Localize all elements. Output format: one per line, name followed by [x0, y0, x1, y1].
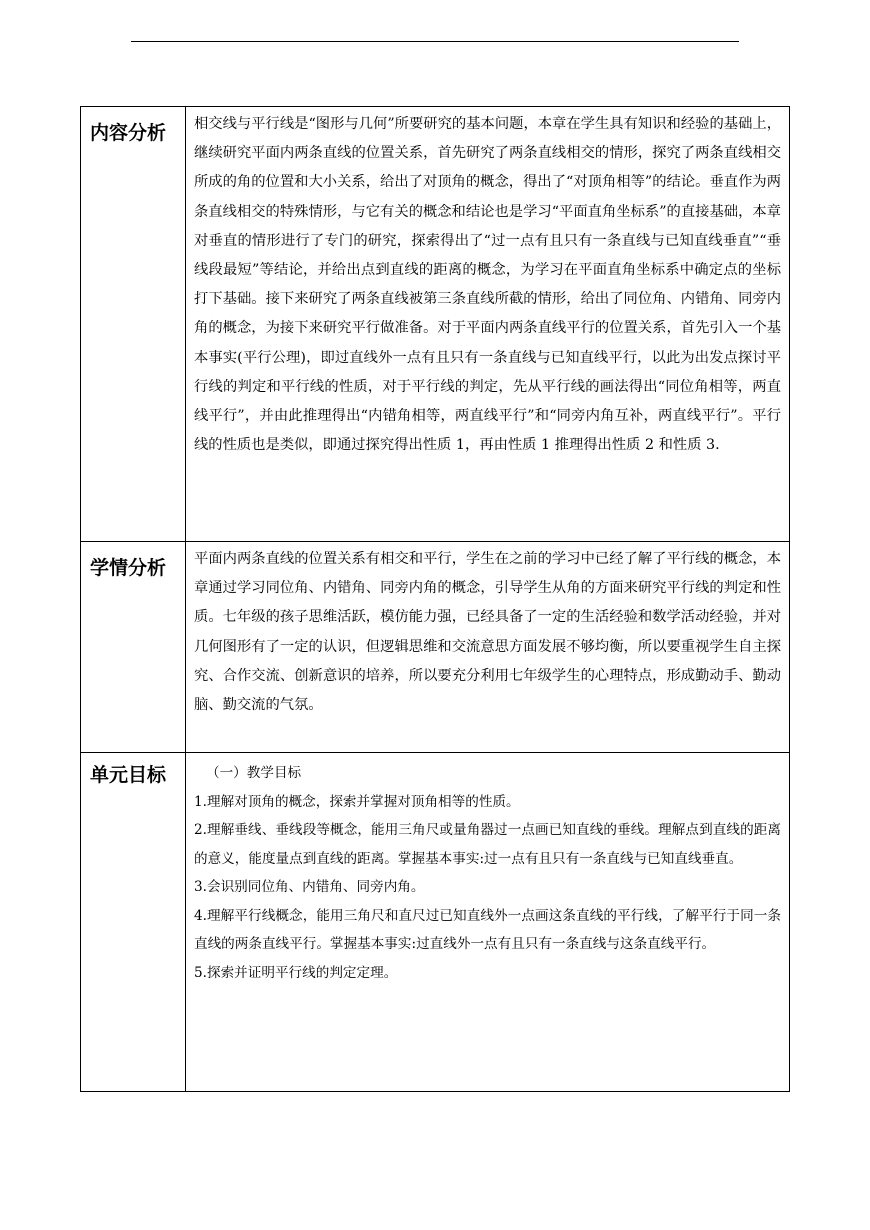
student-analysis-row [81, 542, 790, 753]
unit-goals-label: 单元目标 [90, 764, 167, 786]
lesson-plan-table [80, 106, 790, 1092]
student-analysis-label-cell [81, 542, 186, 753]
goal-item-5: 5.探索并证明平行线的判定定理。 [194, 964, 398, 981]
header-rule [131, 41, 739, 42]
content-analysis-label: 内容分析 [90, 122, 167, 144]
unit-goals-row [81, 753, 790, 1092]
goal-item-1: 1.理解对顶角的概念，探索并掌握对顶角相等的性质。 [194, 793, 520, 810]
goal-item-2: 2.理解垂线、垂线段等概念，能用三角尺或量角器过一点画已知直线的垂线。理解点到直线的距离的意义，能度量点到直线的距离。掌握基本事实:过一点有且只有一条直线与已知直线垂直。 [194, 822, 781, 867]
content-analysis-cell [186, 107, 790, 542]
goal-item-3: 3.会识别同位角、内错角、同旁内角。 [194, 879, 425, 895]
content-analysis-label-cell [81, 107, 186, 542]
student-analysis-cell [186, 542, 790, 753]
unit-goals-list [186, 753, 789, 1091]
goal-item-4: 4.理解平行线概念，能用三角尺和直尺过已知直线外一点画这条直线的平行线，了解平行于同一条直线的两条直线平行。掌握基本事实:过直线外一点有且只有一条直线与这条直线平行。 [194, 907, 781, 952]
unit-goals-heading: （一）教学目标 [206, 765, 302, 781]
unit-goals-cell [186, 753, 790, 1092]
content-analysis-text: 相交线与平行线是“图形与几何”所要研究的基本问题，本章在学生具有知识和经验的基础上，继续研究平面内两条直线的位置关系，首先研究了两条直线相交的情形，探究了两条直线相交所成的角的位置和大小关系，给出了对顶角的概念，得出了“对顶角相等”的结论。垂直作为两条直线相交的特殊情形，与它有关的概念和结论也是学习“平面直角坐标系”的直接基础，本章对垂直的情形进行了专门的研究，探索得出了“过一点有且只有一条直线与已知直线垂直”“垂线段最短”等结论，并给出点到直线的距离的概念，为学习在平面直角坐标系中确定点的坐标打下基础。接下来研究了两条直线被第三条直线所截的情形，给出了同位角、内错角、同旁内角的概念，为接下来研究平行做准备。对于平面内两条直线平行的位置关系，首先引入一个基本事实(平行公理)，即过直线外一点有且只有一条直线与已知直线平行，以此为出发点探讨平行线的判定和平行线的性质，对于平行线的判定，先从平行线的画法得出“同位角相等，两直线平行”，并由此推理得出“内错角相等，两直线平行”和“同旁内角互补，两直线平行”。平行线的性质也是类似，即通过探究得出性质 1，再由性质 1 推理得出性质 2 和性质 3. [194, 116, 781, 454]
unit-goals-label-cell [81, 753, 186, 1092]
content-analysis-row [81, 107, 790, 542]
student-analysis-label: 学情分析 [90, 557, 167, 579]
student-analysis-text: 平面内两条直线的位置关系有相交和平行，学生在之前的学习中已经了解了平行线的概念，本章通过学习同位角、内错角、同旁内角的概念，引导学生从角的方面来研究平行线的判定和性质。七年级的孩子思维活跃，模仿能力强，已经具备了一定的生活经验和数学活动经验，并对几何图形有了一定的认识，但逻辑思维和交流意思方面发展不够均衡，所以要重视学生自主探究、合作交流、创新意识的培养，所以要充分利用七年级学生的心理特点，形成勤动手、勤动脑、勤交流的气氛。 [194, 551, 781, 714]
